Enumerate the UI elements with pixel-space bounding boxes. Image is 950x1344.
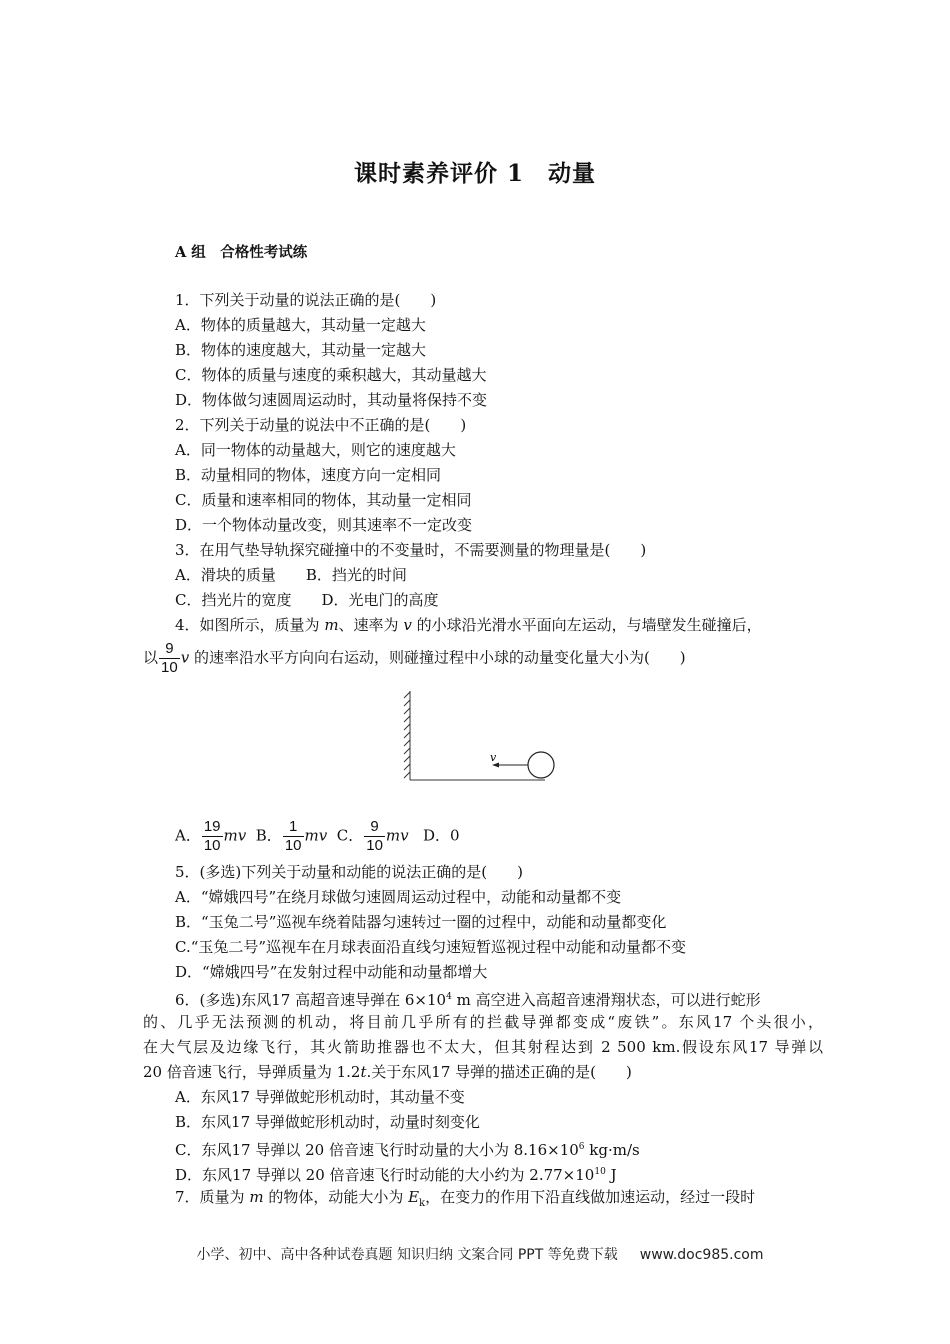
q3-options-cd: C．挡光片的宽度 D．光电门的高度 bbox=[175, 591, 439, 609]
q2-option-c: C．质量和速率相同的物体，其动量一定相同 bbox=[175, 491, 472, 509]
velocity-label: v bbox=[490, 751, 497, 764]
q1-option-a: A．物体的质量越大，其动量一定越大 bbox=[175, 316, 426, 334]
q6-option-b: B．东风17 导弹做蛇形机动时，动量时刻变化 bbox=[175, 1113, 480, 1131]
footer bbox=[0, 1244, 950, 1264]
footer-site-link[interactable]: www.doc985.com bbox=[639, 1247, 764, 1263]
q5-stem: 5．(多选)下列关于动量和动能的说法正确的是( ) bbox=[175, 863, 523, 881]
q1-option-b: B．物体的速度越大，其动量一定越大 bbox=[175, 341, 427, 359]
q3-stem: 3．在用气垫导轨探究碰撞中的不变量时，不需要测量的物理量是( ) bbox=[175, 541, 647, 559]
q4-figure bbox=[400, 688, 570, 783]
q6-stem-line4: 20 倍音速飞行，导弹质量为 1.2t.关于东风17 导弹的描述正确的是( ) bbox=[143, 1063, 632, 1081]
q1-option-d: D．物体做匀速圆周运动时，其动量将保持不变 bbox=[175, 391, 488, 409]
q2-option-b: B．动量相同的物体，速度方向一定相同 bbox=[175, 466, 442, 484]
q2-option-a: A．同一物体的动量越大，则它的速度越大 bbox=[175, 441, 456, 459]
q6-stem-line3: 在大气层及边缘飞行，其火箭助推器也不太大，但其射程达到 2 500 km.假设东风17 导弹以 bbox=[143, 1038, 823, 1056]
q3-options-ab: A．滑块的质量 B．挡光的时间 bbox=[175, 566, 407, 584]
q5-option-d: D．“嫦娥四号”在发射过程中动能和动量都增大 bbox=[175, 963, 488, 981]
q6-option-c: C．东风17 导弹以 20 倍音速飞行时动量的大小为 $8.16\times 10^6$ kg·m/s bbox=[175, 1141, 640, 1159]
wall-hatching bbox=[404, 691, 545, 780]
q4-stem-line2: 以 $\frac{9}{10}$ v 的速率沿水平方向向右运动，则碰撞过程中小球的动量变化量大小为( ) bbox=[143, 640, 686, 676]
q1-stem: 1．下列关于动量的说法正确的是( ) bbox=[175, 291, 437, 309]
q2-option-d: D．一个物体动量改变，则其速率不一定改变 bbox=[175, 516, 473, 534]
page-title: 课时素养评价 1 动量 bbox=[353, 160, 596, 187]
ball bbox=[528, 752, 554, 778]
footer-text: 小学、初中、高中各种试卷真题 知识归纳 文案合同 PPT 等免费下载 bbox=[196, 1247, 618, 1263]
section-heading: A 组 合格性考试练 bbox=[175, 244, 308, 261]
q1-option-c: C．物体的质量与速度的乘积越大，其动量越大 bbox=[175, 366, 487, 384]
q6-stem-line2: 的、几乎无法预测的机动，将目前几乎所有的拦截导弹都变成“废铁”。东风17 个头很小， bbox=[143, 1013, 823, 1031]
q4-stem-line1: 4．如图所示，质量为 m、速率为 v 的小球沿光滑水平面向左运动，与墙壁发生碰撞后， bbox=[175, 616, 762, 634]
q6-option-d: D．东风17 导弹以 20 倍音速飞行时动能的大小约为 $2.77\times 10^{10}$ J bbox=[175, 1166, 617, 1184]
q4-options: A． $\frac{19}{10}$ mv B． $\frac{1}{10}$ mv C． $\frac{9}{10}$ mv D．0 bbox=[175, 818, 460, 854]
q5-option-b: B．“玉兔二号”巡视车绕着陆器匀速转过一圈的过程中，动能和动量都变化 bbox=[175, 913, 667, 931]
q2-stem: 2．下列关于动量的说法中不正确的是( ) bbox=[175, 416, 467, 434]
q6-stem-line1: 6．(多选)东风17 高超音速导弹在 $6\times 10^4$ m 高空进入高超音速滑翔状态，可以进行蛇形 bbox=[175, 991, 761, 1009]
q5-option-c: C.“玉兔二号”巡视车在月球表面沿直线匀速短暂巡视过程中动能和动量都不变 bbox=[175, 938, 687, 956]
fraction-9-10: $\frac{9}{10}$ bbox=[161, 640, 178, 676]
q6-option-a: A．东风17 导弹做蛇形机动时，其动量不变 bbox=[175, 1088, 465, 1106]
q7-stem: 7．质量为 m 的物体，动能大小为 $E_k$，在变力的作用下沿直线做加速运动，经过一段时 bbox=[175, 1188, 756, 1209]
q5-option-a: A．“嫦娥四号”在绕月球做匀速圆周运动过程中，动能和动量都不变 bbox=[175, 888, 622, 906]
